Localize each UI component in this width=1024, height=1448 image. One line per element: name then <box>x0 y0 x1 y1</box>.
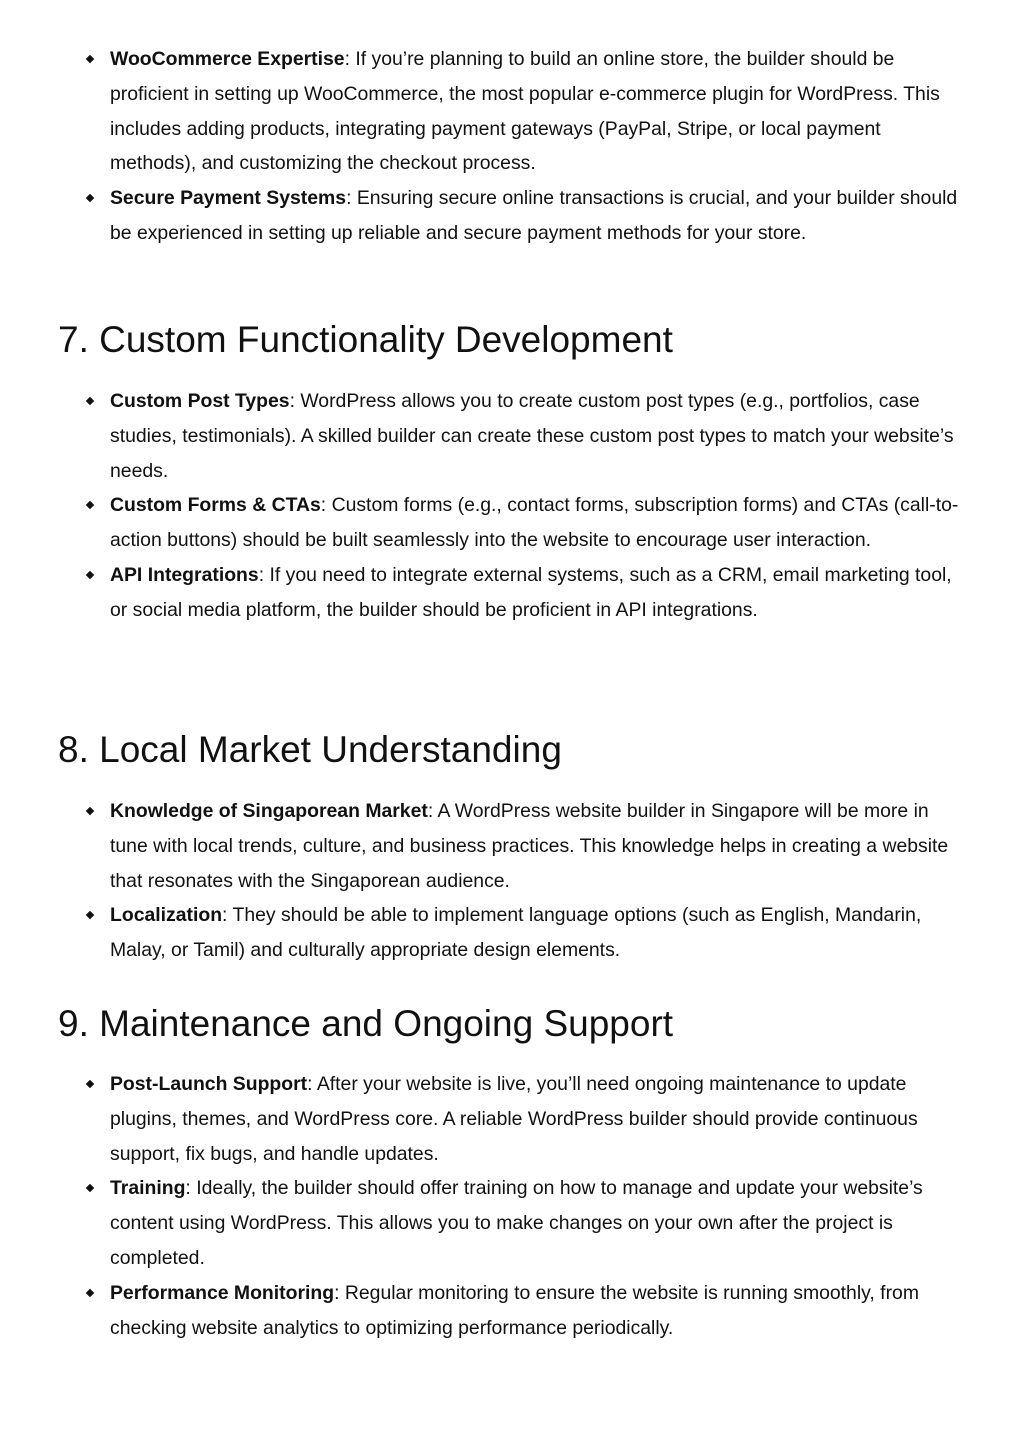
item-text: : A WordPress website builder in Singapore will be more in tune with local trends, culture, and business practices. This knowledge helps in creating a website that resonates with the Singaporean audience. <box>110 800 949 892</box>
section-9-list <box>0 1067 1024 1345</box>
item-term: API Integrations <box>110 563 259 586</box>
list-item <box>0 558 1024 628</box>
list-item <box>0 181 1024 251</box>
diamond-bullet-icon <box>86 194 94 202</box>
item-term: Custom Post Types <box>110 390 290 412</box>
diamond-bullet-icon <box>86 571 94 579</box>
list-item <box>0 1171 1024 1275</box>
item-term: Localization <box>110 904 223 927</box>
item-text: : Ideally, the builder should offer training on how to manage and update your website’s content using WordPress. This allows you to make changes on your own after the project is completed. <box>110 1177 923 1269</box>
diamond-bullet-icon <box>86 397 94 405</box>
diamond-bullet-icon <box>86 807 94 815</box>
item-text: : Ensuring secure online transactions is crucial, and your builder should be experienced in setting up reliable and secure payment methods for your store. <box>110 187 958 244</box>
item-term: Knowledge of Singaporean Market <box>110 800 428 822</box>
item-term: Post-Launch Support <box>110 1073 308 1095</box>
list-item <box>0 1276 1024 1346</box>
section-7-list <box>0 384 1024 628</box>
item-term: Performance Monitoring <box>110 1281 335 1304</box>
list-item <box>0 488 1024 558</box>
diamond-bullet-icon <box>86 1080 94 1088</box>
item-text: : WordPress allows you to create custom post types (e.g., portfolios, case studies, testimonials). A skilled builder can create these custom post types to match your website’s needs. <box>110 390 954 482</box>
diamond-bullet-icon <box>86 501 94 509</box>
section-8-list <box>0 794 1024 968</box>
item-text: : Regular monitoring to ensure the website is running smoothly, from checking website analytics to optimizing performance periodically. <box>110 1281 919 1339</box>
item-text: : Custom forms (e.g., contact forms, subscription forms) and CTAs (call-to-action buttons) should be built seamlessly into the website to encourage user interaction. <box>110 494 959 552</box>
list-item <box>0 42 1024 181</box>
section-heading-9: 9. Maintenance and Ongoing Support <box>58 1003 674 1044</box>
item-term: Training <box>110 1177 186 1200</box>
section-heading-7: 7. Custom Functionality Development <box>58 319 673 360</box>
item-text: : After your website is live, you’ll need ongoing maintenance to update plugins, themes, and WordPress core. A reliable WordPress builder should provide continuous support, fix bugs, and handle updates. <box>110 1073 918 1165</box>
item-term: Secure Payment Systems <box>110 187 347 210</box>
list-item <box>0 384 1024 488</box>
diamond-bullet-icon <box>86 1184 94 1192</box>
list-item <box>0 898 1024 968</box>
item-term: WooCommerce Expertise <box>110 48 345 70</box>
list-item <box>0 1067 1024 1171</box>
ecommerce-list <box>0 42 1024 251</box>
diamond-bullet-icon <box>86 911 94 919</box>
item-text: : If you’re planning to build an online store, the builder should be proficient in setting up WooCommerce, the most popular e-commerce plugin for WordPress. This includes adding products, integrating payment gateways (PayPal, Stripe, or local payment methods), and customizing the checkout process. <box>110 48 940 175</box>
list-item <box>0 794 1024 898</box>
diamond-bullet-icon <box>86 1289 94 1297</box>
section-heading-8: 8. Local Market Understanding <box>58 729 562 770</box>
item-text: : If you need to integrate external systems, such as a CRM, email marketing tool, or social media platform, the builder should be proficient in API integrations. <box>110 563 952 621</box>
diamond-bullet-icon <box>86 55 94 63</box>
item-text: : They should be able to implement language options (such as English, Mandarin, Malay, or Tamil) and culturally appropriate design elements. <box>110 904 922 962</box>
item-term: Custom Forms & CTAs <box>110 494 321 517</box>
